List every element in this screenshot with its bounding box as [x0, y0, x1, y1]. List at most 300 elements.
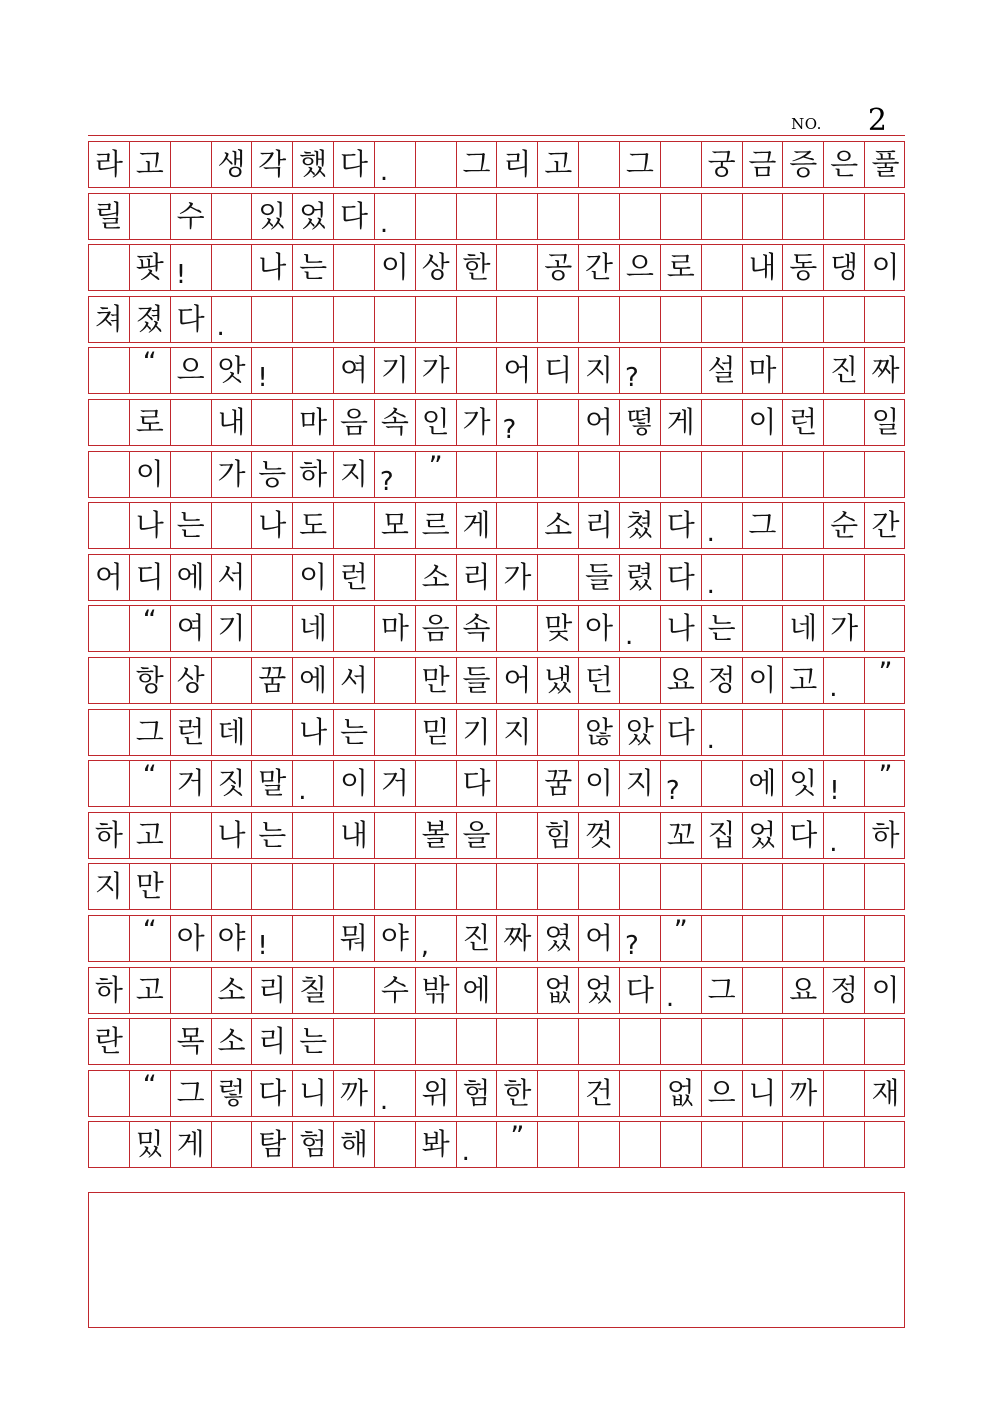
manuscript-cell[interactable]: 금 — [743, 142, 784, 187]
manuscript-cell[interactable]: 믿 — [416, 710, 457, 755]
manuscript-cell[interactable]: 졌 — [130, 297, 171, 342]
manuscript-cell-empty[interactable] — [783, 864, 824, 909]
manuscript-cell-empty[interactable] — [620, 452, 661, 497]
manuscript-cell-empty[interactable] — [375, 555, 416, 600]
manuscript-cell[interactable]: 로 — [130, 400, 171, 445]
manuscript-cell[interactable]: 수 — [375, 968, 416, 1013]
manuscript-cell[interactable]: 나 — [252, 245, 293, 290]
manuscript-cell[interactable]: 이 — [130, 452, 171, 497]
manuscript-cell-empty[interactable] — [702, 194, 743, 239]
manuscript-cell[interactable]: 에 — [457, 968, 498, 1013]
manuscript-cell[interactable]: ” — [416, 452, 457, 497]
manuscript-cell-empty[interactable] — [620, 1122, 661, 1167]
manuscript-cell[interactable]: 는 — [702, 606, 743, 651]
manuscript-cell[interactable]: 리 — [497, 142, 538, 187]
manuscript-cell[interactable]: 목 — [171, 1019, 212, 1064]
manuscript-cell[interactable]: 소 — [212, 1019, 253, 1064]
manuscript-cell[interactable]: 맞 — [538, 606, 579, 651]
manuscript-cell-empty[interactable] — [416, 142, 457, 187]
manuscript-cell-empty[interactable] — [620, 1019, 661, 1064]
manuscript-cell[interactable]: 껏 — [579, 813, 620, 858]
manuscript-cell[interactable]: ” — [661, 916, 702, 961]
manuscript-cell-empty[interactable] — [783, 1019, 824, 1064]
manuscript-cell[interactable]: 가 — [497, 555, 538, 600]
manuscript-cell-empty[interactable] — [375, 1122, 416, 1167]
manuscript-cell[interactable]: 험 — [293, 1122, 334, 1167]
manuscript-cell[interactable]: 릴 — [89, 194, 130, 239]
manuscript-cell[interactable]: 다 — [661, 710, 702, 755]
manuscript-cell[interactable]: 만 — [416, 658, 457, 703]
manuscript-cell[interactable]: 다 — [171, 297, 212, 342]
manuscript-cell[interactable]: 리 — [252, 1019, 293, 1064]
manuscript-cell[interactable]: ! — [252, 348, 293, 393]
manuscript-cell[interactable]: 냈 — [538, 658, 579, 703]
manuscript-cell[interactable]: 에 — [293, 658, 334, 703]
manuscript-cell-empty[interactable] — [538, 1122, 579, 1167]
manuscript-cell-empty[interactable] — [661, 297, 702, 342]
manuscript-cell-empty[interactable] — [824, 555, 865, 600]
manuscript-cell-empty[interactable] — [783, 503, 824, 548]
manuscript-cell[interactable]: 동 — [783, 245, 824, 290]
manuscript-cell[interactable]: 위 — [416, 1071, 457, 1116]
manuscript-cell-empty[interactable] — [89, 245, 130, 290]
manuscript-cell[interactable]: 도 — [293, 503, 334, 548]
manuscript-cell-empty[interactable] — [702, 761, 743, 806]
manuscript-cell-empty[interactable] — [497, 245, 538, 290]
manuscript-cell-empty[interactable] — [252, 710, 293, 755]
manuscript-cell[interactable]: 생 — [212, 142, 253, 187]
manuscript-cell[interactable]: 밖 — [416, 968, 457, 1013]
manuscript-cell[interactable]: 요 — [783, 968, 824, 1013]
manuscript-cell[interactable]: 풀 — [871, 147, 900, 181]
manuscript-cell[interactable]: 가 — [457, 400, 498, 445]
manuscript-cell-empty[interactable] — [89, 710, 130, 755]
manuscript-cell[interactable]: 어 — [579, 400, 620, 445]
manuscript-cell[interactable]: 꿈 — [252, 658, 293, 703]
manuscript-cell[interactable]: 은 — [824, 142, 865, 187]
manuscript-cell-empty[interactable] — [89, 348, 130, 393]
manuscript-cell-empty[interactable] — [293, 864, 334, 909]
manuscript-cell[interactable]: “ — [130, 348, 171, 393]
manuscript-cell[interactable]: 게 — [661, 400, 702, 445]
manuscript-cell[interactable]: 건 — [579, 1071, 620, 1116]
manuscript-cell[interactable]: 으 — [171, 348, 212, 393]
manuscript-cell-empty[interactable] — [743, 606, 784, 651]
manuscript-cell[interactable]: 나 — [212, 813, 253, 858]
manuscript-cell-empty[interactable] — [416, 761, 457, 806]
manuscript-cell-empty[interactable] — [171, 452, 212, 497]
manuscript-cell-empty[interactable] — [743, 452, 784, 497]
manuscript-cell-empty[interactable] — [865, 452, 906, 497]
manuscript-cell-empty[interactable] — [743, 297, 784, 342]
manuscript-cell-empty[interactable] — [579, 1122, 620, 1167]
manuscript-cell-empty[interactable] — [865, 864, 906, 909]
manuscript-cell-empty[interactable] — [702, 297, 743, 342]
manuscript-cell[interactable]: 란 — [89, 1019, 130, 1064]
manuscript-cell-empty[interactable] — [865, 297, 906, 342]
manuscript-cell[interactable]: 다 — [334, 142, 375, 187]
manuscript-cell-empty[interactable] — [783, 194, 824, 239]
manuscript-cell-empty[interactable] — [89, 503, 130, 548]
manuscript-cell-empty[interactable] — [293, 813, 334, 858]
manuscript-cell-empty[interactable] — [783, 710, 824, 755]
manuscript-cell[interactable]: 게 — [171, 1122, 212, 1167]
manuscript-cell[interactable]: 리 — [579, 503, 620, 548]
manuscript-cell[interactable]: 정 — [824, 968, 865, 1013]
manuscript-cell-empty[interactable] — [538, 1019, 579, 1064]
manuscript-cell[interactable]: 지 — [579, 348, 620, 393]
manuscript-cell[interactable]: 고 — [538, 142, 579, 187]
manuscript-cell-empty[interactable] — [824, 710, 865, 755]
manuscript-cell-empty[interactable] — [702, 916, 743, 961]
manuscript-cell-empty[interactable] — [538, 194, 579, 239]
manuscript-cell[interactable]: 디 — [130, 555, 171, 600]
manuscript-cell-empty[interactable] — [865, 1122, 906, 1167]
manuscript-cell[interactable]: 다 — [620, 968, 661, 1013]
manuscript-cell-empty[interactable] — [171, 142, 212, 187]
manuscript-cell-empty[interactable] — [212, 658, 253, 703]
manuscript-cell[interactable]: 고 — [130, 813, 171, 858]
manuscript-cell[interactable]: 이 — [293, 555, 334, 600]
manuscript-cell[interactable]: . — [375, 194, 416, 239]
manuscript-cell[interactable]: 궁 — [702, 142, 743, 187]
manuscript-cell[interactable]: ? — [661, 761, 702, 806]
manuscript-cell[interactable]: 니 — [743, 1071, 784, 1116]
manuscript-cell[interactable]: ? — [620, 916, 661, 961]
manuscript-cell[interactable]: 들 — [579, 555, 620, 600]
manuscript-cell[interactable]: 칠 — [293, 968, 334, 1013]
manuscript-cell-empty[interactable] — [457, 1019, 498, 1064]
manuscript-cell-empty[interactable] — [783, 1122, 824, 1167]
manuscript-cell[interactable]: 순 — [824, 503, 865, 548]
manuscript-cell[interactable]: 야 — [375, 916, 416, 961]
manuscript-cell-empty[interactable] — [824, 1122, 865, 1167]
manuscript-cell[interactable]: 증 — [783, 142, 824, 187]
manuscript-cell[interactable]: 다 — [457, 761, 498, 806]
manuscript-cell-empty[interactable] — [824, 916, 865, 961]
manuscript-cell-empty[interactable] — [538, 452, 579, 497]
manuscript-cell[interactable]: 여 — [334, 348, 375, 393]
manuscript-cell[interactable]: 기 — [457, 710, 498, 755]
manuscript-cell-empty[interactable] — [743, 194, 784, 239]
manuscript-cell[interactable]: . — [293, 761, 334, 806]
manuscript-cell[interactable]: . — [375, 1071, 416, 1116]
manuscript-cell[interactable]: 이 — [871, 972, 900, 1007]
manuscript-cell-empty[interactable] — [702, 864, 743, 909]
manuscript-cell[interactable]: 볼 — [416, 813, 457, 858]
manuscript-cell[interactable]: 설 — [702, 348, 743, 393]
manuscript-cell-empty[interactable] — [497, 452, 538, 497]
manuscript-cell[interactable]: 능 — [252, 452, 293, 497]
manuscript-cell-empty[interactable] — [538, 1071, 579, 1116]
manuscript-cell[interactable]: 내 — [743, 245, 784, 290]
manuscript-cell[interactable]: “ — [130, 606, 171, 651]
manuscript-cell[interactable]: 그 — [620, 142, 661, 187]
manuscript-cell[interactable]: 재 — [871, 1075, 900, 1110]
manuscript-cell[interactable]: 꿈 — [538, 761, 579, 806]
manuscript-cell[interactable]: 짜 — [871, 353, 900, 388]
manuscript-cell[interactable]: 지 — [620, 761, 661, 806]
manuscript-cell[interactable]: 까 — [334, 1071, 375, 1116]
manuscript-cell-empty[interactable] — [416, 297, 457, 342]
manuscript-cell-empty[interactable] — [661, 142, 702, 187]
manuscript-cell-empty[interactable] — [416, 864, 457, 909]
manuscript-cell[interactable]: 이 — [743, 400, 784, 445]
manuscript-cell[interactable]: 데 — [212, 710, 253, 755]
manuscript-cell-empty[interactable] — [334, 297, 375, 342]
manuscript-cell-empty[interactable] — [171, 813, 212, 858]
manuscript-cell[interactable]: 지 — [334, 452, 375, 497]
manuscript-cell[interactable]: 기 — [375, 348, 416, 393]
manuscript-cell[interactable]: 고 — [130, 968, 171, 1013]
manuscript-cell-empty[interactable] — [865, 916, 906, 961]
manuscript-cell[interactable]: 만 — [130, 864, 171, 909]
manuscript-cell-empty[interactable] — [212, 864, 253, 909]
manuscript-cell[interactable]: 소 — [212, 968, 253, 1013]
manuscript-cell[interactable]: 들 — [457, 658, 498, 703]
manuscript-cell-empty[interactable] — [252, 606, 293, 651]
manuscript-cell[interactable]: 봐 — [416, 1122, 457, 1167]
manuscript-cell-empty[interactable] — [661, 194, 702, 239]
manuscript-cell[interactable]: 어 — [497, 658, 538, 703]
manuscript-cell[interactable]: 수 — [171, 194, 212, 239]
manuscript-cell-empty[interactable] — [89, 1122, 130, 1167]
manuscript-cell[interactable]: 런 — [171, 710, 212, 755]
manuscript-cell[interactable]: “ — [130, 916, 171, 961]
manuscript-cell-empty[interactable] — [89, 606, 130, 651]
manuscript-cell[interactable]: 그 — [130, 710, 171, 755]
manuscript-cell[interactable]: 각 — [252, 142, 293, 187]
manuscript-cell[interactable]: 까 — [783, 1071, 824, 1116]
manuscript-cell-empty[interactable] — [743, 710, 784, 755]
manuscript-cell[interactable]: 지 — [89, 864, 130, 909]
manuscript-cell[interactable]: 없 — [538, 968, 579, 1013]
manuscript-cell-empty[interactable] — [334, 968, 375, 1013]
manuscript-cell[interactable]: 서 — [334, 658, 375, 703]
manuscript-cell-empty[interactable] — [538, 297, 579, 342]
manuscript-cell-empty[interactable] — [702, 245, 743, 290]
manuscript-cell-empty[interactable] — [497, 968, 538, 1013]
manuscript-cell-empty[interactable] — [334, 503, 375, 548]
manuscript-cell-empty[interactable] — [212, 194, 253, 239]
manuscript-cell-empty[interactable] — [375, 297, 416, 342]
manuscript-cell[interactable]: 떻 — [620, 400, 661, 445]
manuscript-cell-empty[interactable] — [497, 813, 538, 858]
manuscript-cell[interactable]: 나 — [661, 606, 702, 651]
manuscript-cell[interactable]: 니 — [293, 1071, 334, 1116]
manuscript-cell[interactable]: ! — [171, 245, 212, 290]
manuscript-cell-empty[interactable] — [497, 864, 538, 909]
manuscript-cell[interactable]: 서 — [212, 555, 253, 600]
manuscript-cell-empty[interactable] — [89, 400, 130, 445]
manuscript-cell-empty[interactable] — [375, 1019, 416, 1064]
manuscript-cell[interactable]: 을 — [457, 813, 498, 858]
manuscript-cell[interactable]: 하 — [293, 452, 334, 497]
manuscript-cell[interactable]: 말 — [252, 761, 293, 806]
manuscript-cell-empty[interactable] — [783, 452, 824, 497]
manuscript-cell[interactable]: 다 — [661, 503, 702, 548]
manuscript-cell-empty[interactable] — [702, 1019, 743, 1064]
manuscript-cell[interactable]: . — [702, 710, 743, 755]
manuscript-cell[interactable]: 모 — [375, 503, 416, 548]
manuscript-cell-empty[interactable] — [620, 864, 661, 909]
manuscript-cell-empty[interactable] — [457, 864, 498, 909]
manuscript-cell[interactable]: 여 — [171, 606, 212, 651]
manuscript-cell[interactable]: 런 — [783, 400, 824, 445]
manuscript-cell-empty[interactable] — [497, 297, 538, 342]
manuscript-cell-empty[interactable] — [743, 555, 784, 600]
manuscript-cell-empty[interactable] — [538, 864, 579, 909]
manuscript-cell-empty[interactable] — [661, 348, 702, 393]
manuscript-cell-empty[interactable] — [334, 245, 375, 290]
manuscript-cell[interactable]: 나 — [252, 503, 293, 548]
manuscript-cell[interactable]: 하 — [89, 813, 130, 858]
manuscript-cell[interactable]: 이 — [375, 245, 416, 290]
manuscript-cell-empty[interactable] — [89, 1071, 130, 1116]
manuscript-cell-empty[interactable] — [824, 194, 865, 239]
manuscript-cell[interactable]: 고 — [130, 142, 171, 187]
manuscript-cell[interactable]: 는 — [293, 245, 334, 290]
manuscript-cell[interactable]: . — [702, 555, 743, 600]
manuscript-cell[interactable]: 라 — [89, 142, 130, 187]
manuscript-cell-empty[interactable] — [824, 1019, 865, 1064]
manuscript-cell[interactable]: 디 — [538, 348, 579, 393]
manuscript-cell[interactable]: 한 — [497, 1071, 538, 1116]
manuscript-cell[interactable]: 아 — [579, 606, 620, 651]
manuscript-cell[interactable]: 그 — [171, 1071, 212, 1116]
manuscript-cell-empty[interactable] — [620, 1071, 661, 1116]
manuscript-cell-empty[interactable] — [293, 348, 334, 393]
manuscript-cell-empty[interactable] — [212, 1122, 253, 1167]
manuscript-cell-empty[interactable] — [661, 452, 702, 497]
manuscript-cell[interactable]: 인 — [416, 400, 457, 445]
manuscript-cell[interactable]: . — [620, 606, 661, 651]
manuscript-cell[interactable]: 에 — [171, 555, 212, 600]
manuscript-cell-empty[interactable] — [824, 864, 865, 909]
manuscript-cell[interactable]: 이 — [334, 761, 375, 806]
manuscript-cell[interactable]: 가 — [824, 606, 865, 651]
manuscript-cell[interactable]: . — [702, 503, 743, 548]
manuscript-cell-empty[interactable] — [579, 452, 620, 497]
manuscript-cell[interactable]: 뭐 — [334, 916, 375, 961]
manuscript-cell[interactable]: 요 — [661, 658, 702, 703]
manuscript-cell[interactable]: ? — [375, 452, 416, 497]
manuscript-cell[interactable]: 속 — [375, 400, 416, 445]
manuscript-cell-empty[interactable] — [824, 400, 865, 445]
manuscript-cell[interactable]: 어 — [497, 348, 538, 393]
manuscript-cell-empty[interactable] — [661, 1122, 702, 1167]
manuscript-cell-empty[interactable] — [783, 916, 824, 961]
manuscript-cell[interactable]: 이 — [579, 761, 620, 806]
manuscript-cell-empty[interactable] — [579, 194, 620, 239]
manuscript-cell[interactable]: 공 — [538, 245, 579, 290]
manuscript-cell-empty[interactable] — [497, 761, 538, 806]
manuscript-cell[interactable]: 힘 — [538, 813, 579, 858]
manuscript-cell-empty[interactable] — [702, 1122, 743, 1167]
manuscript-cell[interactable]: 않 — [579, 710, 620, 755]
manuscript-cell-empty[interactable] — [375, 710, 416, 755]
manuscript-cell-empty[interactable] — [89, 452, 130, 497]
manuscript-cell[interactable]: 리 — [457, 555, 498, 600]
manuscript-cell[interactable]: . — [212, 297, 253, 342]
manuscript-cell[interactable]: 일 — [871, 404, 900, 439]
manuscript-cell[interactable]: 로 — [661, 245, 702, 290]
manuscript-cell[interactable]: 어 — [579, 916, 620, 961]
manuscript-cell-empty[interactable] — [783, 555, 824, 600]
manuscript-cell-empty[interactable] — [252, 555, 293, 600]
manuscript-cell[interactable]: 가 — [212, 452, 253, 497]
manuscript-cell-empty[interactable] — [702, 452, 743, 497]
manuscript-cell[interactable]: . — [375, 142, 416, 187]
manuscript-cell[interactable]: 에 — [743, 761, 784, 806]
manuscript-cell[interactable]: 정 — [702, 658, 743, 703]
manuscript-cell-empty[interactable] — [824, 297, 865, 342]
manuscript-cell[interactable]: 야 — [212, 916, 253, 961]
manuscript-cell[interactable]: 팟 — [130, 245, 171, 290]
manuscript-cell[interactable]: 는 — [252, 813, 293, 858]
manuscript-cell[interactable]: 음 — [334, 400, 375, 445]
manuscript-cell[interactable]: 지 — [497, 710, 538, 755]
manuscript-cell-empty[interactable] — [416, 194, 457, 239]
manuscript-cell-empty[interactable] — [579, 297, 620, 342]
manuscript-cell[interactable]: ! — [824, 761, 865, 806]
manuscript-cell[interactable]: 다 — [783, 813, 824, 858]
manuscript-cell-empty[interactable] — [457, 452, 498, 497]
manuscript-cell-empty[interactable] — [334, 1019, 375, 1064]
manuscript-cell-empty[interactable] — [743, 1019, 784, 1064]
manuscript-cell[interactable]: 었 — [579, 968, 620, 1013]
manuscript-cell[interactable]: . — [457, 1122, 498, 1167]
manuscript-cell[interactable]: 었 — [293, 194, 334, 239]
manuscript-cell[interactable]: 해 — [334, 1122, 375, 1167]
manuscript-cell-empty[interactable] — [334, 606, 375, 651]
manuscript-cell[interactable]: 었 — [743, 813, 784, 858]
manuscript-cell-empty[interactable] — [865, 1019, 906, 1064]
manuscript-cell-empty[interactable] — [865, 194, 906, 239]
manuscript-cell[interactable]: 간 — [579, 245, 620, 290]
manuscript-cell[interactable]: 하 — [89, 968, 130, 1013]
manuscript-cell-empty[interactable] — [783, 348, 824, 393]
manuscript-cell-empty[interactable] — [620, 194, 661, 239]
manuscript-cell[interactable]: 했 — [293, 142, 334, 187]
manuscript-cell[interactable]: 없 — [661, 1071, 702, 1116]
manuscript-cell-empty[interactable] — [252, 400, 293, 445]
manuscript-cell[interactable]: 리 — [252, 968, 293, 1013]
manuscript-cell-empty[interactable] — [661, 1019, 702, 1064]
manuscript-cell[interactable]: 거 — [171, 761, 212, 806]
manuscript-cell[interactable]: 쳤 — [620, 503, 661, 548]
manuscript-cell-empty[interactable] — [579, 1019, 620, 1064]
manuscript-cell[interactable]: 마 — [375, 606, 416, 651]
manuscript-cell-empty[interactable] — [743, 968, 784, 1013]
manuscript-cell[interactable]: 그 — [743, 503, 784, 548]
manuscript-cell[interactable]: 으 — [702, 1071, 743, 1116]
manuscript-cell[interactable]: 험 — [457, 1071, 498, 1116]
manuscript-cell[interactable]: 기 — [212, 606, 253, 651]
manuscript-cell[interactable]: 내 — [334, 813, 375, 858]
manuscript-cell-empty[interactable] — [171, 864, 212, 909]
manuscript-cell[interactable]: 소 — [416, 555, 457, 600]
manuscript-cell[interactable]: . — [824, 658, 865, 703]
manuscript-cell-empty[interactable] — [130, 194, 171, 239]
manuscript-cell[interactable]: 댕 — [824, 245, 865, 290]
manuscript-cell[interactable]: 그 — [457, 142, 498, 187]
manuscript-cell-empty[interactable] — [293, 916, 334, 961]
manuscript-cell[interactable]: 어 — [89, 555, 130, 600]
manuscript-cell-empty[interactable] — [375, 864, 416, 909]
manuscript-cell[interactable]: 고 — [783, 658, 824, 703]
manuscript-cell-empty[interactable] — [375, 658, 416, 703]
